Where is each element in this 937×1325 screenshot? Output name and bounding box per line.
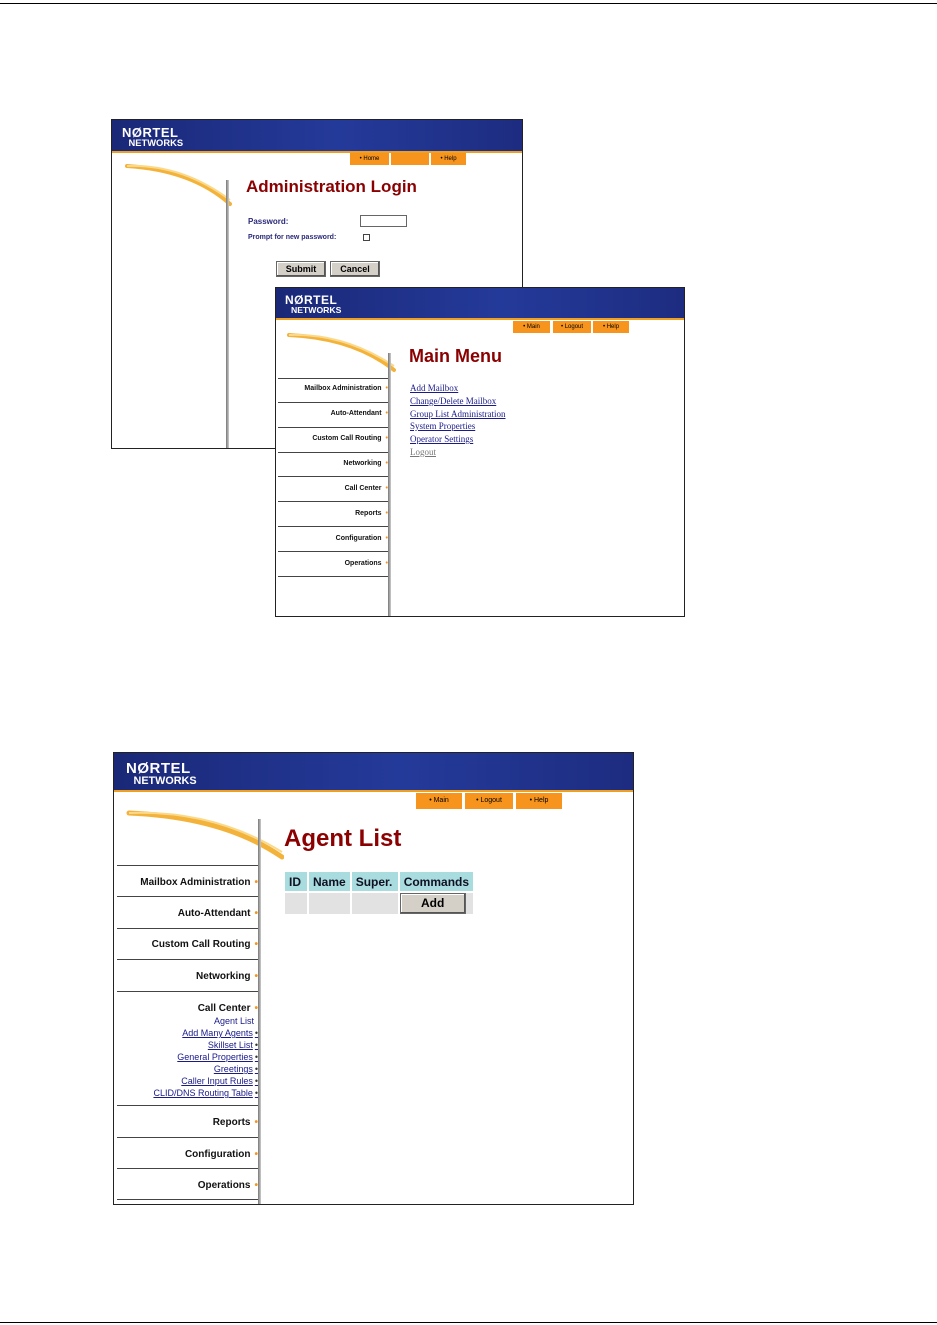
sidebar-item-custom-call-routing[interactable] — [278, 435, 388, 442]
submenu-label: Skillset List — [207, 1040, 253, 1050]
sidebar-rule — [278, 402, 388, 403]
sidebar-rule — [117, 1199, 258, 1200]
cancel-button[interactable]: Cancel — [330, 261, 380, 277]
sidebar-item-mailbox-administration[interactable] — [117, 877, 258, 888]
prompt-new-password-label: Prompt for new password: — [248, 234, 337, 241]
bullet-icon: • — [254, 1076, 258, 1086]
table-cell-commands — [400, 893, 473, 914]
bullet-icon: • — [254, 1149, 258, 1160]
sidebar-rule — [278, 551, 388, 552]
banner-underline — [276, 318, 684, 320]
submit-button[interactable]: Submit — [276, 261, 326, 277]
sidebar-item-label: Networking — [196, 971, 251, 982]
sidebar-divider — [258, 819, 261, 1205]
sidebar-item-label: Reports — [355, 510, 382, 517]
link-operator-settings[interactable]: Operator Settings — [410, 434, 474, 444]
submenu-agent-list[interactable]: Agent List — [213, 1016, 254, 1026]
bullet-icon: • — [385, 385, 388, 392]
sidebar-item-label: Mailbox Administration — [304, 385, 382, 392]
sidebar-item-label: Custom Call Routing — [151, 939, 251, 950]
page-title: Main Menu — [409, 346, 502, 366]
sidebar-item-label: Operations — [197, 1180, 251, 1191]
submenu-greetings[interactable] — [214, 1064, 258, 1074]
sidebar-item-custom-call-routing[interactable] — [117, 939, 258, 950]
nortel-logo: NØRTEL NETWORKS — [126, 760, 197, 787]
submenu-caller-input-rules[interactable] — [181, 1076, 258, 1086]
call-center-submenu — [117, 1016, 258, 1096]
bullet-icon: • — [254, 971, 258, 982]
sidebar-rule — [117, 1105, 258, 1106]
bullet-icon: • — [254, 908, 258, 919]
submenu-label: Caller Input Rules — [181, 1076, 253, 1086]
banner-underline — [114, 790, 633, 792]
bullet-icon: • — [385, 510, 388, 517]
sidebar-item-reports[interactable] — [278, 510, 388, 517]
submenu-label: Add Many Agents — [182, 1028, 253, 1038]
submenu-general-properties[interactable] — [177, 1052, 258, 1062]
table-header-row — [285, 872, 473, 891]
sidebar-item-configuration[interactable] — [278, 535, 388, 542]
sidebar-item-configuration[interactable] — [117, 1149, 258, 1160]
page-title: Agent List — [284, 825, 402, 852]
bullet-icon: • — [254, 877, 258, 888]
table-cell-super — [352, 893, 398, 914]
table-cell-id — [285, 893, 307, 914]
bullet-icon: • — [385, 435, 388, 442]
login-banner — [112, 120, 522, 151]
bullet-icon: • — [385, 535, 388, 542]
sidebar-item-label: Reports — [212, 1117, 251, 1128]
page-top-rule — [0, 3, 937, 4]
sidebar-item-auto-attendant[interactable] — [278, 410, 388, 417]
bullet-icon: • — [254, 1117, 258, 1128]
submenu-add-many-agents[interactable] — [182, 1028, 258, 1038]
sidebar-divider — [226, 180, 229, 449]
sidebar-item-operations[interactable] — [117, 1180, 258, 1191]
add-agent-button[interactable]: Add — [400, 893, 466, 914]
sidebar-item-label: Call Center — [197, 1003, 251, 1014]
nav-help-button[interactable]: • Help — [593, 321, 629, 333]
sidebar-item-reports[interactable] — [117, 1117, 258, 1128]
sidebar-divider — [385, 353, 391, 617]
page-bottom-rule — [0, 1322, 937, 1323]
link-system-properties[interactable]: System Properties — [410, 421, 476, 431]
swoosh-graphic — [284, 330, 396, 378]
bullet-icon: • — [254, 1088, 258, 1098]
sidebar-item-auto-attendant[interactable] — [117, 908, 258, 919]
nav-main-button[interactable]: • Main — [416, 793, 462, 809]
sidebar-item-label: Mailbox Administration — [140, 877, 251, 888]
sidebar-item-label: Operations — [344, 560, 382, 567]
submenu-label: CLID/DNS Routing Table — [153, 1088, 253, 1098]
nav-help-button[interactable]: • Help — [516, 793, 562, 809]
bullet-icon: • — [254, 1064, 258, 1074]
page-title: Administration Login — [246, 177, 417, 196]
bullet-icon: • — [254, 1028, 258, 1038]
sidebar-item-call-center[interactable] — [117, 1003, 258, 1014]
sidebar-rule — [117, 1137, 258, 1138]
nortel-logo: NØRTEL NETWORKS — [122, 125, 184, 148]
swoosh-graphic — [122, 160, 232, 212]
submenu-clid-dns-routing-table[interactable] — [153, 1088, 258, 1098]
bullet-icon: • — [385, 460, 388, 467]
nortel-logo: NØRTEL NETWORKS — [285, 293, 342, 315]
bullet-icon: • — [385, 410, 388, 417]
sidebar-item-networking[interactable] — [117, 971, 258, 982]
nav-logout-button[interactable]: • Logout — [553, 321, 591, 333]
nav-logout-button[interactable]: • Logout — [465, 793, 513, 809]
submenu-label: Greetings — [213, 1064, 253, 1074]
submenu-label: General Properties — [177, 1052, 253, 1062]
bullet-icon: • — [254, 1052, 258, 1062]
sidebar-item-networking[interactable] — [278, 460, 388, 467]
prompt-new-password-checkbox[interactable] — [363, 234, 370, 241]
sidebar-rule — [278, 476, 388, 477]
column-header-super[interactable]: Super. — [352, 872, 398, 891]
sidebar-rule — [117, 928, 258, 929]
sidebar-item-label: Custom Call Routing — [312, 435, 382, 442]
agent-list-banner — [114, 753, 633, 790]
sidebar-rule — [278, 378, 388, 379]
bullet-icon: • — [385, 560, 388, 567]
sidebar-rule — [278, 526, 388, 527]
link-logout[interactable]: Logout — [410, 447, 436, 457]
link-change-delete-mailbox[interactable]: Change/Delete Mailbox — [410, 396, 497, 406]
column-header-commands[interactable]: Commands — [400, 872, 473, 891]
sidebar-rule — [278, 576, 388, 577]
sidebar-rule — [117, 865, 258, 866]
link-add-mailbox[interactable]: Add Mailbox — [410, 383, 459, 393]
table-cell-name — [309, 893, 350, 914]
bullet-icon: • — [254, 939, 258, 950]
sidebar-item-operations[interactable] — [278, 560, 388, 567]
sidebar-item-mailbox-administration[interactable] — [278, 385, 388, 392]
bullet-icon: • — [254, 1003, 258, 1014]
sidebar-item-label: Networking — [343, 460, 382, 467]
bullet-icon: • — [254, 1040, 258, 1050]
sidebar-item-label: Configuration — [335, 535, 382, 542]
sidebar-item-label: Auto-Attendant — [330, 410, 382, 417]
sidebar-rule — [278, 501, 388, 502]
password-input[interactable] — [360, 215, 407, 227]
nav-home-button[interactable]: • Home — [350, 153, 389, 165]
sidebar-rule — [117, 896, 258, 897]
nav-main-button[interactable]: • Main — [513, 321, 550, 333]
password-label: Password: — [248, 217, 289, 226]
submenu-skillset-list[interactable] — [208, 1040, 258, 1050]
sidebar-rule — [117, 1168, 258, 1169]
table-row — [285, 893, 473, 914]
sidebar-rule — [117, 991, 258, 992]
column-header-id[interactable]: ID — [285, 872, 307, 891]
sidebar-rule — [278, 452, 388, 453]
main-menu-screenshot — [275, 287, 685, 617]
agent-list-screenshot — [113, 752, 634, 1205]
sidebar-item-label: Call Center — [344, 485, 382, 492]
bullet-icon: • — [254, 1180, 258, 1191]
agent-table — [283, 870, 475, 916]
column-header-name[interactable]: Name — [309, 872, 350, 891]
sidebar-rule — [117, 959, 258, 960]
sidebar-item-label: Auto-Attendant — [177, 908, 251, 919]
sidebar-rule — [278, 427, 388, 428]
link-group-list-administration[interactable]: Group List Administration — [410, 409, 506, 419]
nav-blank-button[interactable] — [391, 153, 429, 165]
sidebar-item-call-center[interactable] — [278, 485, 388, 492]
nav-help-button[interactable]: • Help — [431, 153, 466, 165]
main-menu-banner — [276, 288, 684, 318]
bullet-icon: • — [385, 485, 388, 492]
sidebar-item-label: Configuration — [184, 1149, 251, 1160]
